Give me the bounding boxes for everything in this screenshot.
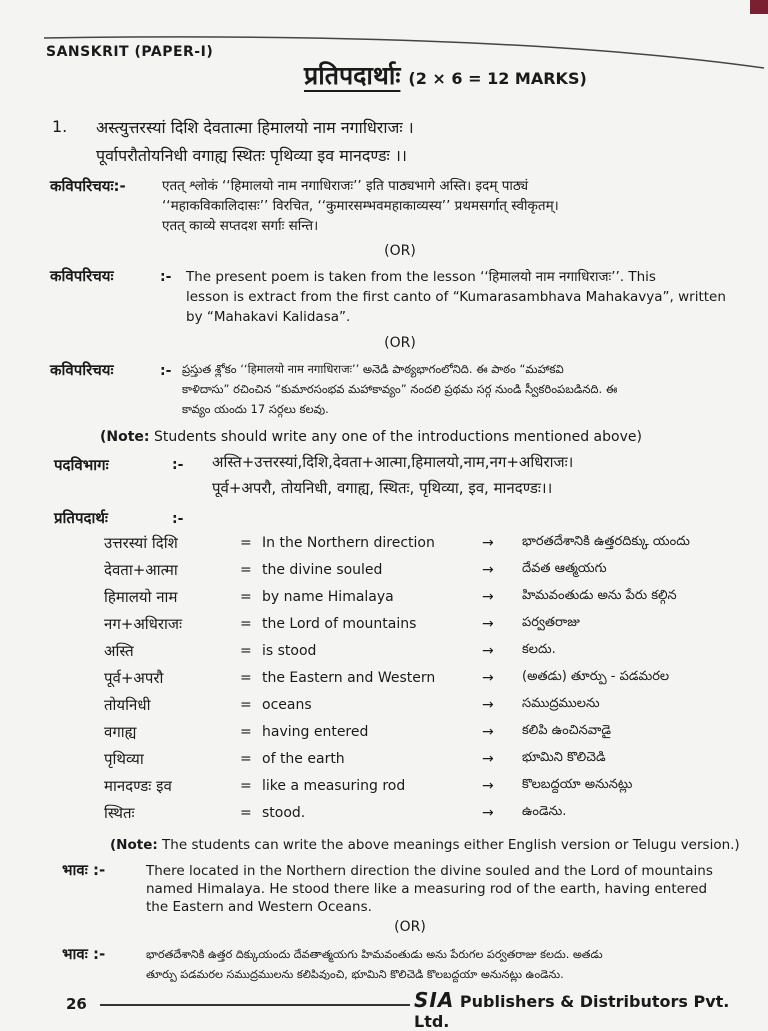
row-arrow: → bbox=[482, 697, 494, 713]
row-arrow: → bbox=[482, 670, 494, 686]
corner-mark bbox=[750, 0, 768, 14]
row-telugu-meaning: (అతడు) తూర్పు - పడమరల bbox=[522, 669, 670, 684]
table-row bbox=[104, 532, 754, 554]
row-word: देवता+आत्मा bbox=[104, 561, 178, 579]
intro-sanskrit-line-1: एतत् श्लोकं ‘‘हिमालयो नाम नगाधिराजः’’ इति पाठ्यभागे अस्ति। इदम् पाठ्यं bbox=[162, 178, 529, 194]
row-english-meaning: In the Northern direction bbox=[262, 535, 435, 551]
row-english-meaning: like a measuring rod bbox=[262, 778, 406, 794]
table-row bbox=[104, 667, 754, 689]
verse-line-2: पूर्वापरौतोयनिधी वगाह्य स्थितः पृथिव्या इव मानदण्डः ।। bbox=[96, 146, 407, 165]
intro-telugu-line-3: కావ్యం యందు 17 సర్గలు కలవు. bbox=[182, 402, 329, 416]
intro-telugu-line-1: ప్రస్తుత శ్లోకం ‘‘हिमालयो नाम नगाधिराजः’’ అనెడి పాఠ్యభాగంలోనిది. ఈ పాఠం “మహాకవి bbox=[182, 362, 564, 376]
row-equals: = bbox=[240, 697, 252, 713]
intro-english-label: कविपरिचयः bbox=[50, 267, 114, 285]
intro-sanskrit-line-2: ‘‘महाकविकालिदासः’’ विरचित, ‘‘कुमारसम्भवमहाकाव्यस्य’’ प्रथमसर्गात् स्वीकृतम्। bbox=[162, 198, 559, 214]
title-main: प्रतिपदार्थाः bbox=[304, 61, 401, 90]
row-word: नग+अधिराजः bbox=[104, 615, 183, 633]
row-word: पृथिव्या bbox=[104, 750, 144, 768]
padavibhaga-sep: :- bbox=[172, 457, 184, 473]
row-arrow: → bbox=[482, 535, 494, 551]
row-english-meaning: by name Himalaya bbox=[262, 589, 394, 605]
row-equals: = bbox=[240, 778, 252, 794]
row-word: पूर्व+अपरौ bbox=[104, 669, 164, 687]
row-arrow: → bbox=[482, 778, 494, 794]
row-equals: = bbox=[240, 643, 252, 659]
table-row bbox=[104, 640, 754, 662]
row-word: वगाह्य bbox=[104, 723, 137, 741]
row-word: उत्तरस्यां दिशि bbox=[104, 534, 178, 552]
row-english-meaning: the Eastern and Western bbox=[262, 670, 436, 686]
row-telugu-meaning: కొలబద్దయా అనునట్లు bbox=[522, 777, 633, 792]
verse-line-1: अस्त्युत्तरस्यां दिशि देवतात्मा हिमालयो नाम नगाधिराजः । bbox=[96, 118, 414, 137]
table-row bbox=[104, 694, 754, 716]
intro-telugu-sep: :- bbox=[160, 363, 172, 379]
row-english-meaning: having entered bbox=[262, 724, 369, 740]
publisher-line bbox=[414, 988, 768, 1031]
row-word: हिमालयो नाम bbox=[104, 588, 178, 606]
title-marks: (2 × 6 = 12 MARKS) bbox=[408, 69, 587, 88]
row-arrow: → bbox=[482, 589, 494, 605]
page-number: 26 bbox=[66, 995, 87, 1013]
note-2 bbox=[110, 836, 740, 854]
row-telugu-meaning: హిమవంతుడు అను పేరు కల్గిన bbox=[522, 588, 677, 603]
footer-rule bbox=[100, 1004, 410, 1006]
section-title bbox=[304, 58, 587, 92]
padavibhaga-label: पदविभागः bbox=[54, 456, 109, 474]
row-equals: = bbox=[240, 724, 252, 740]
table-row bbox=[104, 748, 754, 770]
note-1-label: (Note: bbox=[100, 429, 150, 445]
row-word: मानदण्डः इव bbox=[104, 777, 172, 795]
row-arrow: → bbox=[482, 562, 494, 578]
bhava-telugu-label: भावः :- bbox=[62, 945, 106, 963]
publisher-name: Publishers & Distributors Pvt. Ltd. bbox=[414, 992, 730, 1031]
row-word: स्थितः bbox=[104, 804, 135, 822]
row-english-meaning: the divine souled bbox=[262, 562, 383, 578]
bhava-telugu-line-1: భారతదేశానికి ఉత్తర దిక్కుయందు దేవతాత్మయగు హిమవంతుడు అను పేరుగల పర్వతరాజు కలదు. అతడు bbox=[146, 948, 603, 961]
row-word: अस्ति bbox=[104, 642, 134, 660]
table-row bbox=[104, 721, 754, 743]
row-english-meaning: oceans bbox=[262, 697, 312, 713]
intro-english-line-3: by “Mahakavi Kalidasa”. bbox=[186, 309, 351, 325]
verse-number: 1. bbox=[52, 117, 68, 136]
publisher-logo: SIA bbox=[414, 988, 455, 1012]
running-header: SANSKRIT (PAPER-I) bbox=[46, 44, 214, 60]
bhava-english-label: भावः :- bbox=[62, 861, 106, 879]
row-equals: = bbox=[240, 616, 252, 632]
row-arrow: → bbox=[482, 643, 494, 659]
row-word: तोयनिधी bbox=[104, 696, 151, 714]
row-telugu-meaning: భూమిని కొలిచెడి bbox=[522, 750, 606, 765]
pratipadartha-sep: :- bbox=[172, 511, 184, 527]
row-equals: = bbox=[240, 535, 252, 551]
bhava-english-line-1: There located in the Northern direction the divine souled and the Lord of mountains bbox=[146, 863, 713, 879]
row-arrow: → bbox=[482, 751, 494, 767]
row-english-meaning: is stood bbox=[262, 643, 317, 659]
row-english-meaning: the Lord of mountains bbox=[262, 616, 417, 632]
table-row bbox=[104, 802, 754, 824]
bhava-english-line-2: named Himalaya. He stood there like a measuring rod of the earth, having entered bbox=[146, 881, 708, 897]
row-telugu-meaning: సముద్రములను bbox=[522, 696, 600, 711]
row-equals: = bbox=[240, 562, 252, 578]
intro-english-sep: :- bbox=[160, 269, 172, 285]
row-equals: = bbox=[240, 589, 252, 605]
row-telugu-meaning: పర్వతరాజు bbox=[522, 615, 580, 630]
note-2-label: (Note: bbox=[110, 837, 158, 853]
row-telugu-meaning: దేవత ఆత్మయగు bbox=[522, 561, 607, 576]
row-telugu-meaning: కలిపి ఉంచినవాడై bbox=[522, 723, 611, 738]
intro-english-line-2: lesson is extract from the first canto of “Kumarasambhava Mahakavya”, written bbox=[186, 289, 726, 305]
row-equals: = bbox=[240, 670, 252, 686]
or-separator-3: (OR) bbox=[394, 919, 426, 935]
row-arrow: → bbox=[482, 724, 494, 740]
row-equals: = bbox=[240, 805, 252, 821]
note-1 bbox=[100, 428, 642, 446]
padavibhaga-line-2: पूर्व+अपरौ, तोयनिधी, वगाह्य, स्थितः, पृथिव्या, इव, मानदण्डः।। bbox=[212, 479, 553, 497]
table-row bbox=[104, 775, 754, 797]
row-english-meaning: of the earth bbox=[262, 751, 345, 767]
bhava-telugu-line-2: తూర్పు పడమరల సముద్రములను కలిపివుంచి, భూమిని కొలిచెడి కొలబద్దయా అనునట్లు ఉండెను. bbox=[146, 968, 564, 981]
or-separator-1: (OR) bbox=[384, 243, 416, 259]
note-2-text: The students can write the above meanings either English version or Telugu version.) bbox=[157, 837, 740, 853]
intro-telugu-label: कविपरिचयः bbox=[50, 361, 114, 379]
intro-sanskrit-line-3: एतत् काव्ये सप्तदश सर्गाः सन्ति। bbox=[162, 218, 319, 234]
intro-telugu-line-2: కాళిదాసు” రచించిన “కుమారసంభవ మహాకావ్యం” నందలి ప్రథమ సర్గ నుండి స్వీకరింపబడినది. ఈ bbox=[182, 382, 618, 396]
padavibhaga-line-1: अस्ति+उत्तरस्यां,दिशि,देवता+आत्मा,हिमालयो,नाम,नग+अधिराजः। bbox=[212, 453, 574, 471]
row-telugu-meaning: భారతదేశానికి ఉత్తరదిక్కు యందు bbox=[522, 534, 690, 549]
row-telugu-meaning: కలదు. bbox=[522, 642, 556, 657]
note-1-text: Students should write any one of the introductions mentioned above) bbox=[149, 429, 642, 445]
table-row bbox=[104, 586, 754, 608]
row-english-meaning: stood. bbox=[262, 805, 306, 821]
or-separator-2: (OR) bbox=[384, 335, 416, 351]
intro-sanskrit-label: कविपरिचयः:- bbox=[50, 177, 126, 195]
row-telugu-meaning: ఉండెను. bbox=[522, 804, 567, 819]
table-row bbox=[104, 559, 754, 581]
row-arrow: → bbox=[482, 616, 494, 632]
bhava-english-line-3: the Eastern and Western Oceans. bbox=[146, 899, 372, 915]
intro-english-line-1: The present poem is taken from the lesson ‘‘हिमालयो नाम नगाधिराजः’’. This bbox=[186, 269, 656, 285]
row-equals: = bbox=[240, 751, 252, 767]
table-row bbox=[104, 613, 754, 635]
row-arrow: → bbox=[482, 805, 494, 821]
pratipadartha-label: प्रतिपदार्थः bbox=[54, 509, 108, 527]
